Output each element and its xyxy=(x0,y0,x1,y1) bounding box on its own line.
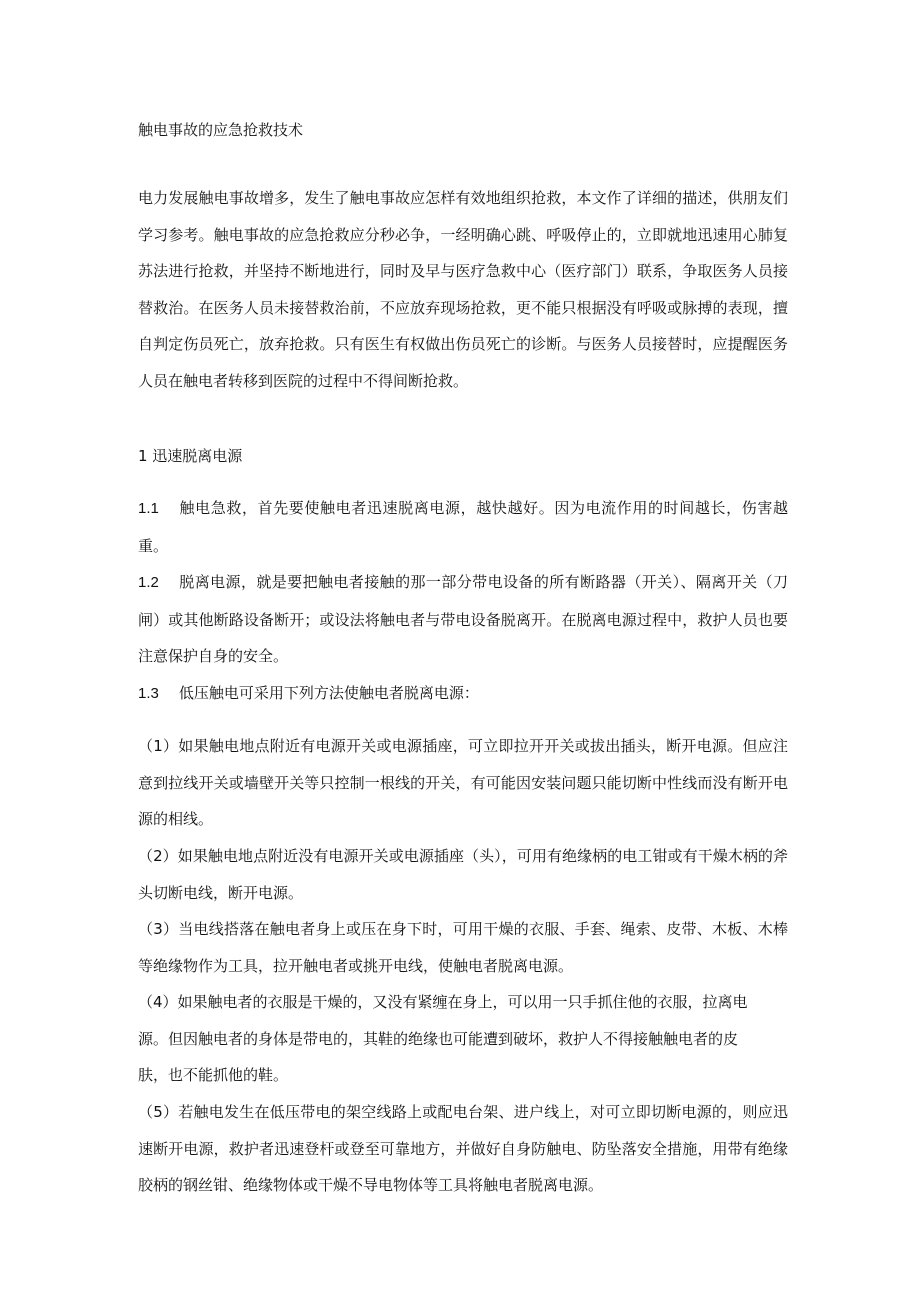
numbered-item-1-3 xyxy=(138,675,788,712)
method-4-line: （4）如果触电者的衣服是干燥的，又没有紧缠在身上，可以用一只手抓住他的衣服，拉离电 xyxy=(138,993,748,1011)
intro-paragraph: 电力发展触电事故增多，发生了触电事故应怎样有效地组织抢救，本文作了详细的描述，供朋友们学习参考。触电事故的应急抢救应分秒必争，一经明确心跳、呼吸停止的，立即就地迅速用心肺复苏法进行抢救，并坚持不断地进行，同时及早与医疗急救中心（医疗部门）联系，争取医务人员接替救治。在医务人员未接替救治前，不应放弃现场抢救，更不能只根据没有呼吸或脉搏的表现，擅自判定伤员死亡，放弃抢救。只有医生有权做出伤员死亡的诊断。与医务人员接替时，应提醒医务人员在触电者转移到医院的过程中不得间断抢救。 xyxy=(138,189,788,390)
method-4-line: 源。但因触电者的身体是带电的，其鞋的绝缘也可能遭到破坏，救护人不得接触触电者的皮 xyxy=(138,1029,739,1048)
method-1: （1）如果触电地点附近有电源开关或电源插座，可立即拉开开关或拔出插头，断开电源。但应注意到拉线开关或墙壁开关等只控制一根线的开关，有可能因安装问题只能切断中性线而没有断开电源的相线。 xyxy=(138,737,788,828)
numbered-item-1-1 xyxy=(138,490,788,564)
item-text: 低压触电可采用下列方法使触电者脱离电源： xyxy=(178,684,479,702)
item-number: 1.1 xyxy=(138,500,159,517)
numbered-item-1-2 xyxy=(138,564,788,675)
method-4 xyxy=(138,984,788,1094)
item-number: 1.2 xyxy=(138,574,159,591)
item-number: 1.3 xyxy=(138,685,159,702)
method-4-line: 肤，也不能抓他的鞋。 xyxy=(138,1066,289,1084)
item-text: 脱离电源，就是要把触电者接触的那一部分带电设备的所有断路器（开关）、隔离开关（刀闸）或其他断路设备断开；或设法将触电者与带电设备脱离开。在脱离电源过程中，救护人员也要注意保护自身的安全。 xyxy=(138,573,788,665)
method-3: （3）当电线搭落在触电者身上或压在身下时，可用干燥的衣服、手套、绳索、皮带、木板、木棒等绝缘物作为工具，拉开触电者或挑开电线，使触电者脱离电源。 xyxy=(138,920,788,975)
method-5: （5）若触电发生在低压带电的架空线路上或配电台架、进户线上，对可立即切断电源的，则应迅速断开电源，救护者迅速登杆或登至可靠地方，并做好自身防触电、防坠落安全措施，用带有绝缘胶柄的钢丝钳、绝缘物体或干燥不导电物体等工具将触电者脱离电源。 xyxy=(138,1103,788,1194)
item-text: 触电急救，首先要使触电者迅速脱离电源，越快越好。因为电流作用的时间越长，伤害越重。 xyxy=(138,499,788,555)
section-heading: 1 迅速脱离电源 xyxy=(138,447,243,465)
document-title: 触电事故的应急抢救技术 xyxy=(138,121,304,139)
method-2: （2）如果触电地点附近没有电源开关或电源插座（头），可用有绝缘柄的电工钳或有干燥木柄的斧头切断电线，断开电源。 xyxy=(138,847,788,902)
